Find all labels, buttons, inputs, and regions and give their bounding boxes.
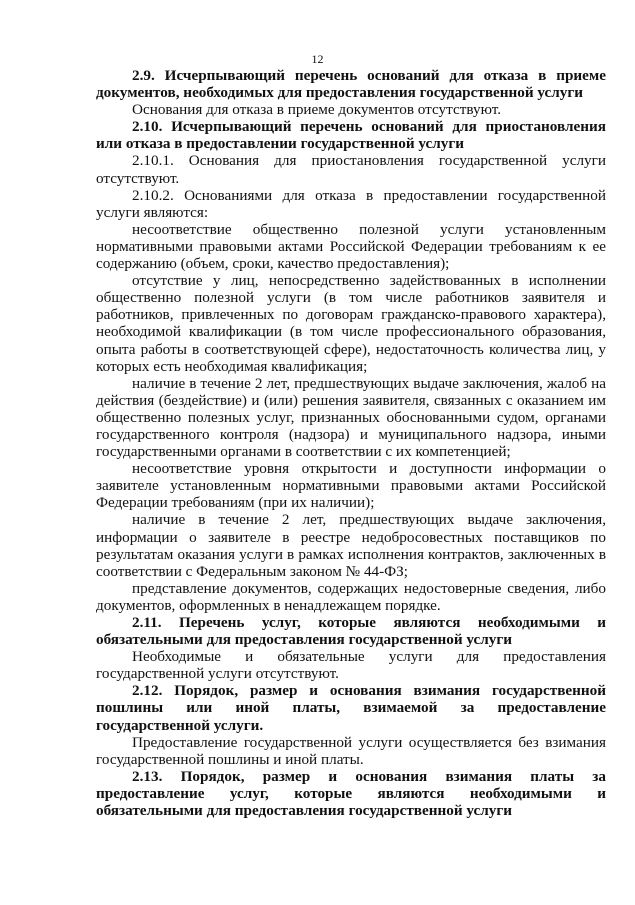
- document-body: [96, 52, 606, 819]
- list-item-ground: наличие в течение 2 лет, предшествующих выдаче заключения, жалоб на действия (бездействие) и (или) решения заявителя, связанных с оказанием им общественно полезных услуг, признанных обоснованными судом, органами государственного контроля (надзора) и муниципального надзора, иными государственными органами в соответствии с их компетенцией;: [96, 374, 606, 461]
- paragraph: Предоставление государственной услуги осуществляется без взимания государственной пошлины и иной платы.: [96, 733, 606, 768]
- paragraph: Необходимые и обязательные услуги для предоставления государственной услуги отсутствуют.: [96, 648, 606, 683]
- paragraph-2-10-2: 2.10.2. Основаниями для отказа в предоставлении государственной услуги являются:: [96, 186, 606, 221]
- page-number: 12: [311, 52, 324, 66]
- section-heading-2-10: 2.10. Исчерпывающий перечень оснований для приостановления или отказа в предоставлении государственной услуги: [96, 118, 606, 153]
- section-heading-2-9: 2.9. Исчерпывающий перечень оснований для отказа в приеме документов, необходимых для предоставления государственной услуги: [96, 67, 606, 102]
- section-heading-2-11: 2.11. Перечень услуг, которые являются необходимыми и обязательными для предоставления государственной услуги: [96, 614, 606, 649]
- section-heading-2-12: 2.12. Порядок, размер и основания взимания государственной пошлины или иной платы, взимаемой за предоставление государственной услуги.: [96, 682, 606, 734]
- list-item-ground: представление документов, содержащих недостоверные сведения, либо документов, оформленных в ненадлежащем порядке.: [96, 579, 606, 614]
- paragraph: Основания для отказа в приеме документов отсутствуют.: [132, 101, 502, 119]
- section-heading-2-13: 2.13. Порядок, размер и основания взимания платы за предоставление услуг, которые являются необходимыми и обязательными для предоставления государственной услуги: [96, 767, 606, 820]
- list-item-ground: наличие в течение 2 лет, предшествующих выдаче заключения, информации о заявителе в реестре недобросовестных поставщиков по результатам оказания услуги в рамках исполнения контрактов, заключенных в соответствии с Федеральным законом № 44-ФЗ;: [96, 511, 606, 580]
- list-item-ground: отсутствие у лиц, непосредственно задействованных в исполнении общественно полезной услуги (в том числе работников заявителя и работников, привлеченных по договорам гражданско-правового характера), необходимой квалификации (в том числе профессионального образования, опыта работы в соответствующей сфере), недостаточность количества лиц, у которых есть необходимая квалификация;: [96, 272, 606, 375]
- list-item-ground: несоответствие уровня открытости и доступности информации о заявителе установленным нормативными правовыми актами Российской Федерации требованиям (при их наличии);: [96, 460, 606, 512]
- list-item-ground: несоответствие общественно полезной услуги установленным нормативными правовыми актами Российской Федерации требованиям к ее содержанию (объем, сроки, качество предоставления);: [96, 220, 606, 273]
- paragraph-2-10-1: 2.10.1. Основания для приостановления государственной услуги отсутствуют.: [96, 152, 606, 187]
